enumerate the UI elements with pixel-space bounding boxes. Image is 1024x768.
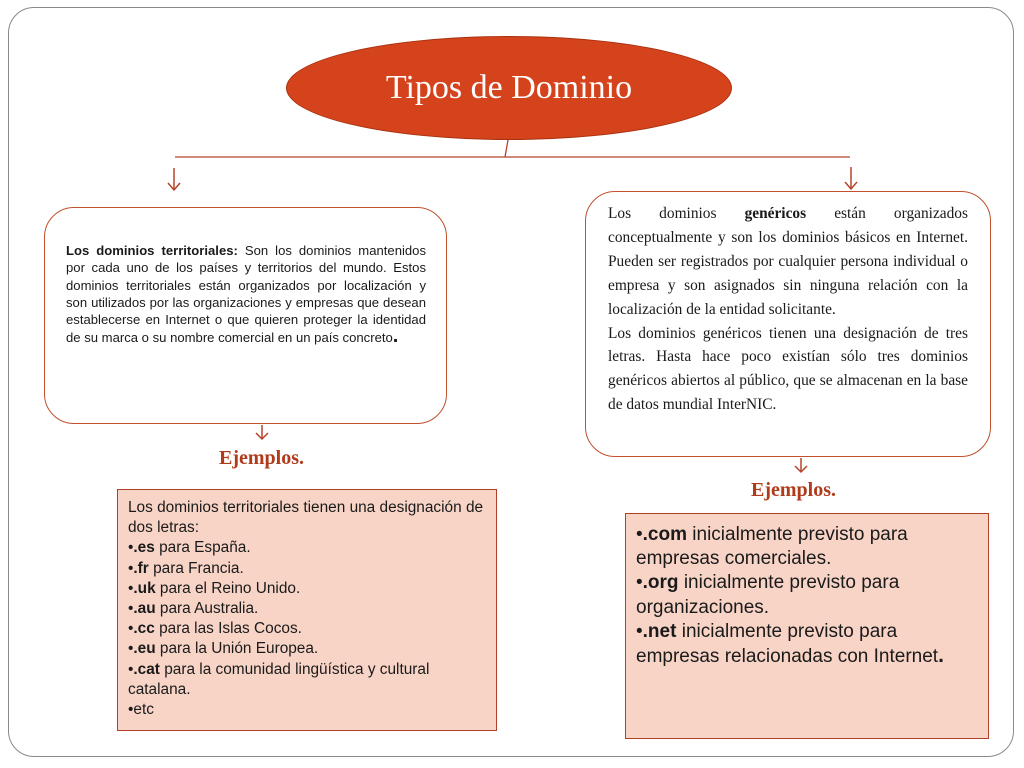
territorial-examples-intro: Los dominios territoriales tienen una designación de dos letras: [128, 499, 484, 537]
domain-description: para el Reino Unido. [155, 579, 301, 597]
examples-right-label: Ejemplos. [751, 479, 836, 501]
territorial-examples-box [117, 489, 497, 731]
generic-domains-box [585, 191, 991, 457]
bullet-icon: • [128, 579, 134, 597]
domain-description: para la Unión Europea. [155, 640, 319, 658]
arrow-left-examples-icon [256, 425, 268, 439]
domain-description: para las Islas Cocos. [154, 620, 302, 638]
list-item [636, 620, 978, 669]
list-item [636, 571, 978, 619]
domain-code: .com [642, 524, 688, 545]
bullet-icon: • [636, 524, 643, 545]
bullet-icon: • [128, 701, 134, 719]
domain-code: .cc [133, 620, 155, 638]
bullet-icon: • [128, 620, 134, 638]
end-dot: . [938, 644, 944, 668]
territorial-domains-box [44, 207, 447, 424]
bullet-icon: • [636, 620, 643, 642]
arrow-right-examples-icon [795, 458, 807, 472]
list-item [128, 538, 486, 558]
list-item [636, 523, 978, 571]
list-item [128, 660, 486, 700]
domain-code: .net [642, 620, 677, 642]
territorial-heading: Los dominios territoriales: [66, 243, 238, 258]
examples-left-label: Ejemplos. [219, 447, 304, 469]
generic-examples-box [625, 513, 989, 739]
diagram-title: Tipos de Dominio [385, 69, 633, 106]
domain-description: inicialmente previsto para organizaciones. [636, 572, 900, 618]
list-item [128, 619, 486, 639]
domain-code: .fr [133, 559, 149, 577]
domain-code: .cat [133, 660, 160, 678]
generic-p1-start: Los dominios [608, 205, 745, 222]
list-item-text: etc [133, 701, 154, 719]
bullet-icon: • [128, 600, 134, 618]
generic-paragraph-1 [608, 202, 968, 322]
domain-description: inicialmente previsto para empresas relacionadas con Internet [636, 620, 939, 668]
domain-code: .org [642, 572, 679, 594]
list-item [128, 559, 486, 579]
list-item [128, 599, 486, 619]
domain-description: para España. [154, 539, 251, 557]
domain-code: .eu [133, 640, 156, 658]
bullet-icon: • [128, 539, 134, 557]
domain-code: .au [133, 600, 156, 618]
bullet-icon: • [128, 640, 134, 658]
generic-keyword: genéricos [744, 205, 807, 222]
bullet-icon: • [128, 559, 134, 577]
territorial-body: Son los dominios mantenidos por cada uno de los países y territorios del mundo. Estos dominios territoriales están organizados por localización y son utilizados por las organizaciones y empresas que desean establecerse en Internet o que quieren proteger la identidad de su marca o su nombre comercial en un país concreto [66, 243, 426, 346]
arrow-right-icon [845, 167, 857, 189]
list-item [128, 579, 486, 599]
arrow-left-icon [168, 168, 180, 190]
list-item [128, 639, 486, 659]
domain-description: para Australia. [155, 600, 259, 618]
territorial-description [66, 242, 426, 347]
domain-description: para Francia. [148, 559, 244, 577]
domain-description: para la comunidad lingüística y cultural catalana. [128, 660, 430, 698]
generic-paragraph-2: Los dominios genéricos tienen una designación de tres letras. Hasta hace poco existían sólo tres dominios genéricos abiertos al público, que se almacenan en la base de datos mundial InterNIC. [608, 324, 968, 414]
territorial-end: . [392, 325, 399, 348]
bullet-icon: • [636, 572, 643, 594]
domain-code: .es [133, 539, 155, 557]
title-oval [286, 36, 732, 140]
bullet-icon: • [128, 660, 134, 678]
generic-p1-rest: están organizados conceptualmente y son los dominios básicos en Internet. Pueden ser registrados por cualquier persona individual o empresa y son asignados sin ninguna relación con la localización de la entidad solicitante. [608, 205, 968, 318]
list-item [128, 700, 486, 720]
domain-description: inicialmente previsto para empresas comerciales. [636, 524, 908, 570]
domain-code: .uk [133, 579, 156, 597]
